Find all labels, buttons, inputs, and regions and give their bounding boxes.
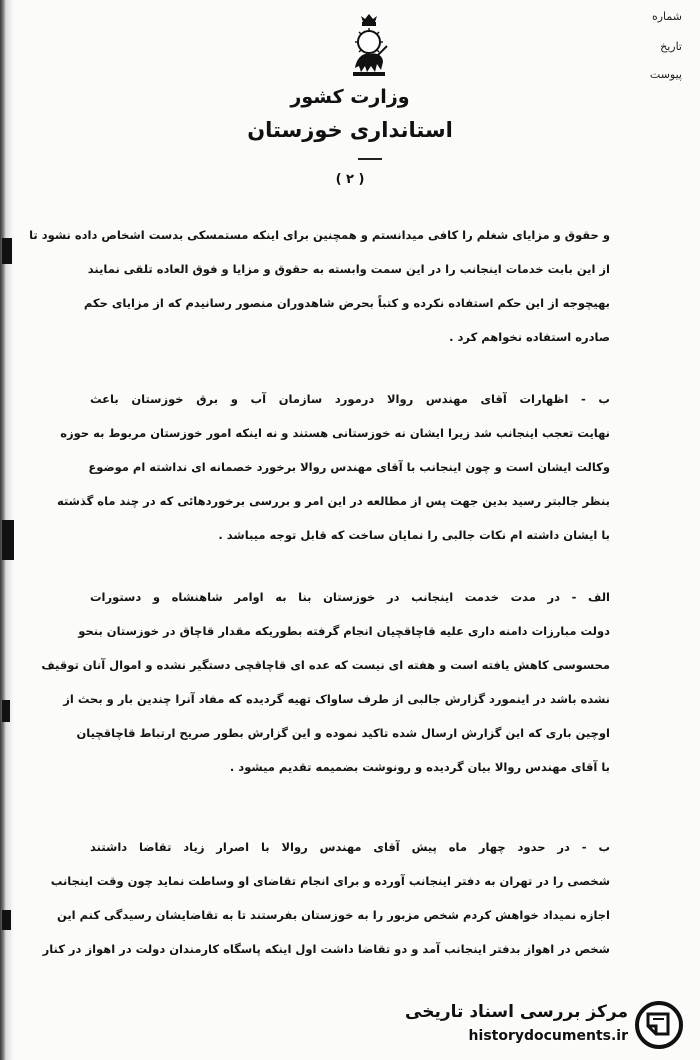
text-line: با ایشان داشته ام نکات جالبی را نمایان ساخت که قابل توجه میباشد .: [218, 528, 610, 542]
lion-and-sun-emblem: [347, 12, 391, 82]
text-line: شخص در اهواز بدفتر اینجانب آمد و دو تقاضا داشت اول اینکه پاسگاه کارمندان دولت در اهواز در کنار: [42, 942, 610, 956]
text-line: اجازه نمیداد خواهش کردم شخص مزبور را به خوزستان بفرستند تا به تقاضایشان رسیدگی کنم این: [57, 908, 610, 922]
corner-label-number: شماره: [651, 10, 682, 23]
corner-label-attachment: پیوست: [649, 68, 682, 81]
page-number: ( ۲ ): [335, 172, 365, 187]
text-line: اوچین باری که این گزارش ارسال شده تاکید نموده و این گزارش بطور صریح ارتباط قاچاقچیان: [76, 726, 610, 740]
text-line: دولت مبارزات دامنه داری علیه قاچاقچیان انجام گرفته بطوریکه مقدار قاچاق در خوزستان بنحو: [78, 624, 610, 638]
archive-watermark: [398, 998, 688, 1052]
paragraph-1: [29, 218, 610, 354]
text-line: الف - در مدت خدمت اینجانب در خوزستان بنا به اوامر شاهنشاه و دستورات: [90, 590, 610, 604]
ministry-title: وزارت کشور: [290, 86, 410, 108]
archive-logo-icon: [634, 1000, 684, 1050]
text-line: و حقوق و مزایای شغلم را کافی میدانستم و همچنین برای اینکه مستمسکی بدست اشخاص داده نشود تا: [29, 228, 610, 242]
text-line: شخصی را در تهران به دفتر اینجانب آورده و برای انجام تقاضای او وساطت نماید چون وقت اینجانب: [50, 874, 610, 888]
watermark-url: historydocuments.ir: [468, 1028, 628, 1044]
text-line: بهیچوجه از این حکم استفاده نکرده و کتباً بحرض شاهدوران منصور رسانیدم که از مزایای حکم: [83, 296, 610, 310]
paragraph-2: [56, 382, 610, 552]
text-line: صادره استفاده نخواهم کرد .: [449, 330, 610, 344]
scan-artifact: [2, 520, 14, 560]
paragraph-4: [42, 830, 610, 966]
text-line: وکالت ایشان است و چون اینجانب با آقای مهندس روالا برخورد خصمانه ای نداشته ام موضوع: [88, 460, 610, 474]
text-line: از این بابت خدمات اینجانب را در این سمت وابسته به حقوق و مزایا و فوق العاده تلقی نمایند: [87, 262, 610, 276]
text-line: محسوسی کاهش یافته است و هفته ای نیست که عده ای قاچاقچی دستگیر نشده و اموال آنان توقیف: [41, 658, 610, 672]
text-line: نهایت تعجب اینجانب شد زیرا ایشان نه خوزستانی هستند و نه اینکه امور خوزستان مربوط به حوزه: [60, 426, 610, 440]
scan-artifact: [2, 910, 11, 930]
paragraph-3: [41, 580, 610, 784]
province-title: استانداری خوزستان: [247, 118, 453, 142]
scan-artifact: [2, 238, 12, 264]
text-line: ب - در حدود چهار ماه پیش آقای مهندس روالا با اصرار زیاد تقاضا داشتند: [90, 840, 610, 854]
text-line: ب - اظهارات آقای مهندس روالا درمورد سازمان آب و برق خوزستان باعث: [90, 392, 610, 406]
text-line: بنظر جالبتر رسید بدین جهت پس از مطالعه در این امر و بررسی برخوردهائی که در چند ماه گذشته: [56, 494, 610, 508]
text-line: با آقای مهندس روالا بیان گردیده و رونوشت بضمیمه تقدیم میشود .: [229, 760, 610, 774]
title-divider: [358, 158, 382, 160]
watermark-title: مرکز بررسی اسناد تاریخی: [405, 1002, 628, 1022]
text-line: نشده باشد در اینمورد گزارش جالبی از طرف ساواک تهیه گردیده که مفاد آنرا چندین بار و بحث از: [63, 692, 610, 706]
corner-label-date: تاریخ: [660, 40, 682, 53]
scan-artifact: [2, 700, 10, 722]
